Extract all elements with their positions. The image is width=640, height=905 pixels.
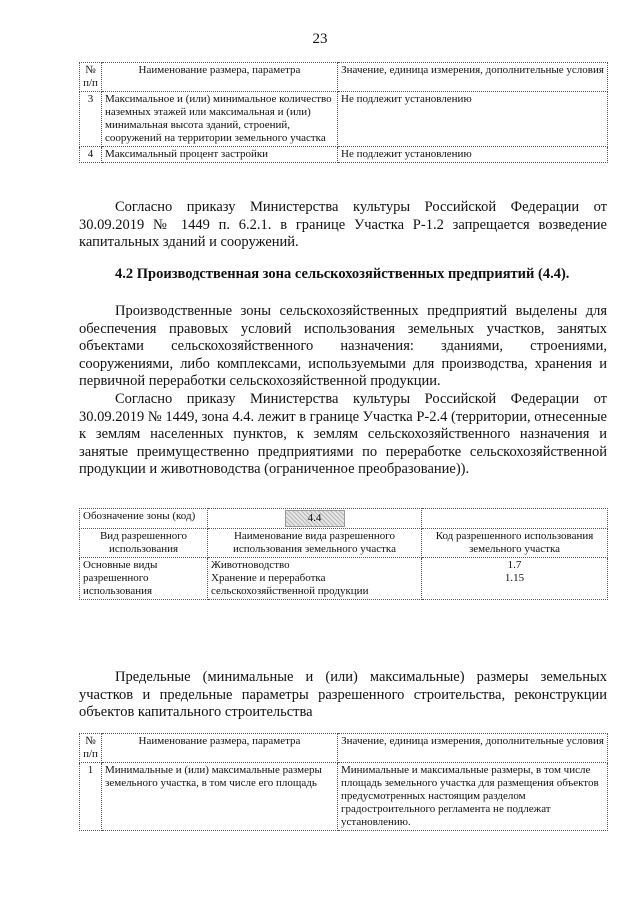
row-num: 1	[80, 763, 102, 831]
row-num: 4	[80, 147, 102, 163]
table-row	[80, 92, 608, 147]
row-value: Не подлежит установлению	[338, 92, 608, 147]
zone-label: Обозначение зоны (код)	[80, 509, 208, 529]
paragraph-zone-boundary: Согласно приказу Министерства культуры Российской Федерации от 30.09.2019 № 1449, зона 4.4. лежит в границе Участка Р-2.4 (территории, отнесенные к землям населенных пунктов, к землям сельскохозяйственного назначения и занятые преимущественно предприятиями по переработке сельскохозяйственной продукции и животноводства (ограниченное преобразование)).	[79, 391, 607, 477]
paragraph-zone-description: Производственные зоны сельскохозяйственных предприятий выделены для обеспечения правовых условий использования земельных участков, занятых объектами сельскохозяйственного назначения: зданиями, строениями, сооружениями, либо комплексами, используемыми для производства, хранения и первичной переработки сельскохозяйственной продукции.	[79, 303, 607, 389]
use-name: Животноводство	[211, 559, 290, 571]
table-header-row	[80, 734, 608, 763]
table-header-row	[80, 63, 608, 92]
params-table-top	[79, 62, 608, 163]
zone-use-row	[80, 558, 608, 600]
use-type-label: Основные виды разрешенного использования	[80, 558, 208, 600]
zone-code-row	[80, 509, 608, 529]
use-names-cell	[208, 558, 422, 600]
row-name: Максимальный процент застройки	[102, 147, 338, 163]
page-number: 23	[312, 31, 328, 47]
empty-cell	[422, 509, 608, 529]
table-row	[80, 147, 608, 163]
row-name: Минимальные и (или) максимальные размеры земельного участка, в том числе его площадь	[102, 763, 338, 831]
row-name: Максимальное и (или) минимальное количество наземных этажей или максимальная и (или) минимальная высота зданий, строений, сооружений на территории земельного участка	[102, 92, 338, 147]
paragraph-limits: Предельные (минимальные и (или) максимальные) размеры земельных участков и предельные параметры разрешенного строительства, реконструкции объектов капитального строительства	[79, 669, 607, 720]
header-use-type: Вид разрешенного использования	[80, 529, 208, 558]
row-value: Не подлежит установлению	[338, 147, 608, 163]
header-use-name: Наименование вида разрешенного использования земельного участка	[208, 529, 422, 558]
use-code: 1.7	[507, 559, 522, 571]
table-row	[80, 763, 608, 831]
use-codes-cell	[422, 558, 608, 600]
header-num: № п/п	[80, 734, 102, 763]
paragraph-prohibition: Согласно приказу Министерства культуры Российской Федерации от 30.09.2019 № 1449 п. 6.2.1. в границе Участка Р-1.2 запрещается возведение капитальных зданий и сооружений.	[79, 199, 607, 250]
header-value: Значение, единица измерения, дополнительные условия	[338, 63, 608, 92]
section-heading: 4.2 Производственная зона сельскохозяйственных предприятий (4.4).	[115, 266, 570, 282]
use-code: 1.15	[504, 572, 525, 584]
params-table-bottom	[79, 733, 608, 831]
zone-code-cell	[208, 509, 422, 529]
header-name: Наименование размера, параметра	[102, 734, 338, 763]
header-value: Значение, единица измерения, дополнительные условия	[338, 734, 608, 763]
zone-use-table	[79, 508, 608, 600]
header-name: Наименование размера, параметра	[102, 63, 338, 92]
row-num: 3	[80, 92, 102, 147]
header-use-code: Код разрешенного использования земельного участка	[422, 529, 608, 558]
zone-code-badge: 4.4	[285, 510, 345, 527]
row-value: Минимальные и максимальные размеры, в том числе площадь земельного участка для размещения объектов предусмотренных настоящим разделом градостроительного регламента не подлежат установлению.	[338, 763, 608, 831]
header-num: № п/п	[80, 63, 102, 92]
zone-header-row	[80, 529, 608, 558]
use-name: Хранение и переработка сельскохозяйственной продукции	[211, 572, 369, 597]
